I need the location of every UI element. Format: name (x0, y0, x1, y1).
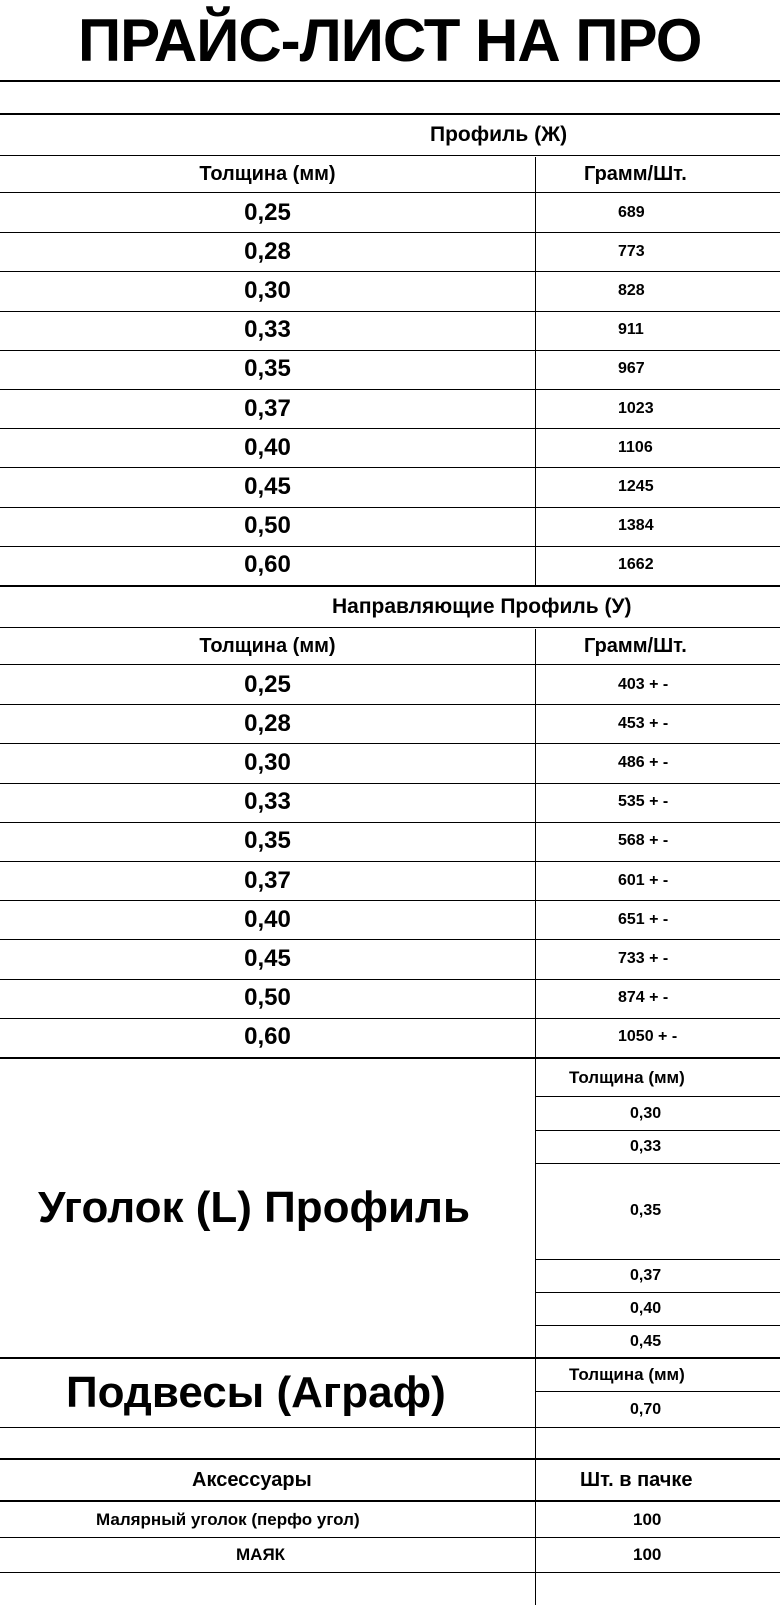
thickness-value: 0,40 (244, 905, 291, 933)
col-header-gram: Грамм/Шт. (584, 634, 687, 657)
thickness-value: 0,37 (244, 394, 291, 422)
accessory-name: Малярный уголок (перфо угол) (96, 1509, 360, 1529)
gram-value: 1384 (618, 517, 654, 535)
angle-thickness-value: 0,40 (630, 1299, 662, 1317)
page-title-text: ПРАЙС-ЛИСТ НА ПРО (78, 7, 702, 74)
gram-value: 967 (618, 360, 645, 378)
col-header-qty: Шт. в пачке (580, 1468, 693, 1491)
gram-value: 733 + - (618, 949, 669, 967)
thickness-value: 0,50 (244, 984, 291, 1012)
accessory-name: МАЯК (236, 1544, 286, 1564)
gram-value: 601 + - (618, 871, 669, 889)
angle-thickness-value: 0,37 (630, 1266, 662, 1284)
col-header-thickness: Толщина (мм) (569, 1067, 685, 1087)
divider (0, 1572, 780, 1573)
thickness-value: 0,45 (244, 472, 291, 500)
thickness-value: 0,60 (244, 551, 291, 579)
accessory-qty: 100 (633, 1509, 662, 1529)
section-heading-profile-zh: Профиль (Ж) (430, 123, 568, 146)
hangers-thickness-value: 0,70 (630, 1400, 662, 1418)
divider (535, 157, 536, 585)
hangers-label: Подвесы (Аграф) (66, 1368, 446, 1417)
col-header-gram: Грамм/Шт. (584, 162, 687, 185)
thickness-value: 0,30 (244, 748, 291, 776)
page-title (0, 0, 780, 82)
divider (535, 1428, 536, 1458)
thickness-value: 0,40 (244, 433, 291, 461)
gram-value: 1245 (618, 477, 654, 495)
gram-value: 651 + - (618, 910, 669, 928)
angle-thickness-value: 0,35 (630, 1202, 662, 1219)
thickness-value: 0,33 (244, 316, 291, 344)
gram-value: 689 (618, 203, 645, 221)
angle-thickness-value: 0,45 (630, 1332, 662, 1350)
thickness-value: 0,25 (244, 670, 291, 698)
col-header-thickness: Толщина (мм) (199, 162, 336, 185)
section-heading-profile-u: Направляющие Профиль (У) (332, 595, 632, 618)
thickness-value: 0,25 (244, 198, 291, 226)
gram-value: 1050 + - (618, 1028, 678, 1046)
gram-value: 828 (618, 281, 645, 299)
gram-value: 403 + - (618, 675, 669, 693)
gram-value: 874 + - (618, 989, 669, 1007)
angle-profile-label: Уголок (L) Профиль (38, 1182, 471, 1232)
thickness-value: 0,33 (244, 788, 291, 816)
gram-value: 911 (618, 321, 644, 339)
gram-value: 1023 (618, 399, 654, 417)
thickness-value: 0,35 (244, 355, 291, 383)
gram-value: 453 + - (618, 714, 669, 732)
thickness-value: 0,45 (244, 944, 291, 972)
thickness-value: 0,50 (244, 512, 291, 540)
angle-thickness-value: 0,30 (630, 1104, 662, 1122)
col-header-thickness: Толщина (мм) (569, 1365, 685, 1384)
gram-value: 773 (618, 242, 645, 260)
thickness-value: 0,37 (244, 866, 291, 894)
col-header-thickness: Толщина (мм) (199, 634, 336, 657)
divider (535, 629, 536, 1057)
thickness-value: 0,28 (244, 237, 291, 265)
thickness-value: 0,60 (244, 1023, 291, 1051)
divider (0, 1427, 780, 1428)
angle-thickness-value: 0,33 (630, 1137, 662, 1155)
gram-value: 1106 (618, 438, 653, 456)
gram-value: 1662 (618, 556, 654, 574)
thickness-value: 0,35 (244, 827, 291, 855)
col-header-accessories: Аксессуары (192, 1468, 312, 1491)
accessory-qty: 100 (633, 1544, 662, 1564)
gram-value: 535 + - (618, 793, 669, 811)
thickness-value: 0,28 (244, 709, 291, 737)
gram-value: 568 + - (618, 832, 669, 850)
gram-value: 486 + - (618, 753, 669, 771)
thickness-value: 0,30 (244, 276, 291, 304)
